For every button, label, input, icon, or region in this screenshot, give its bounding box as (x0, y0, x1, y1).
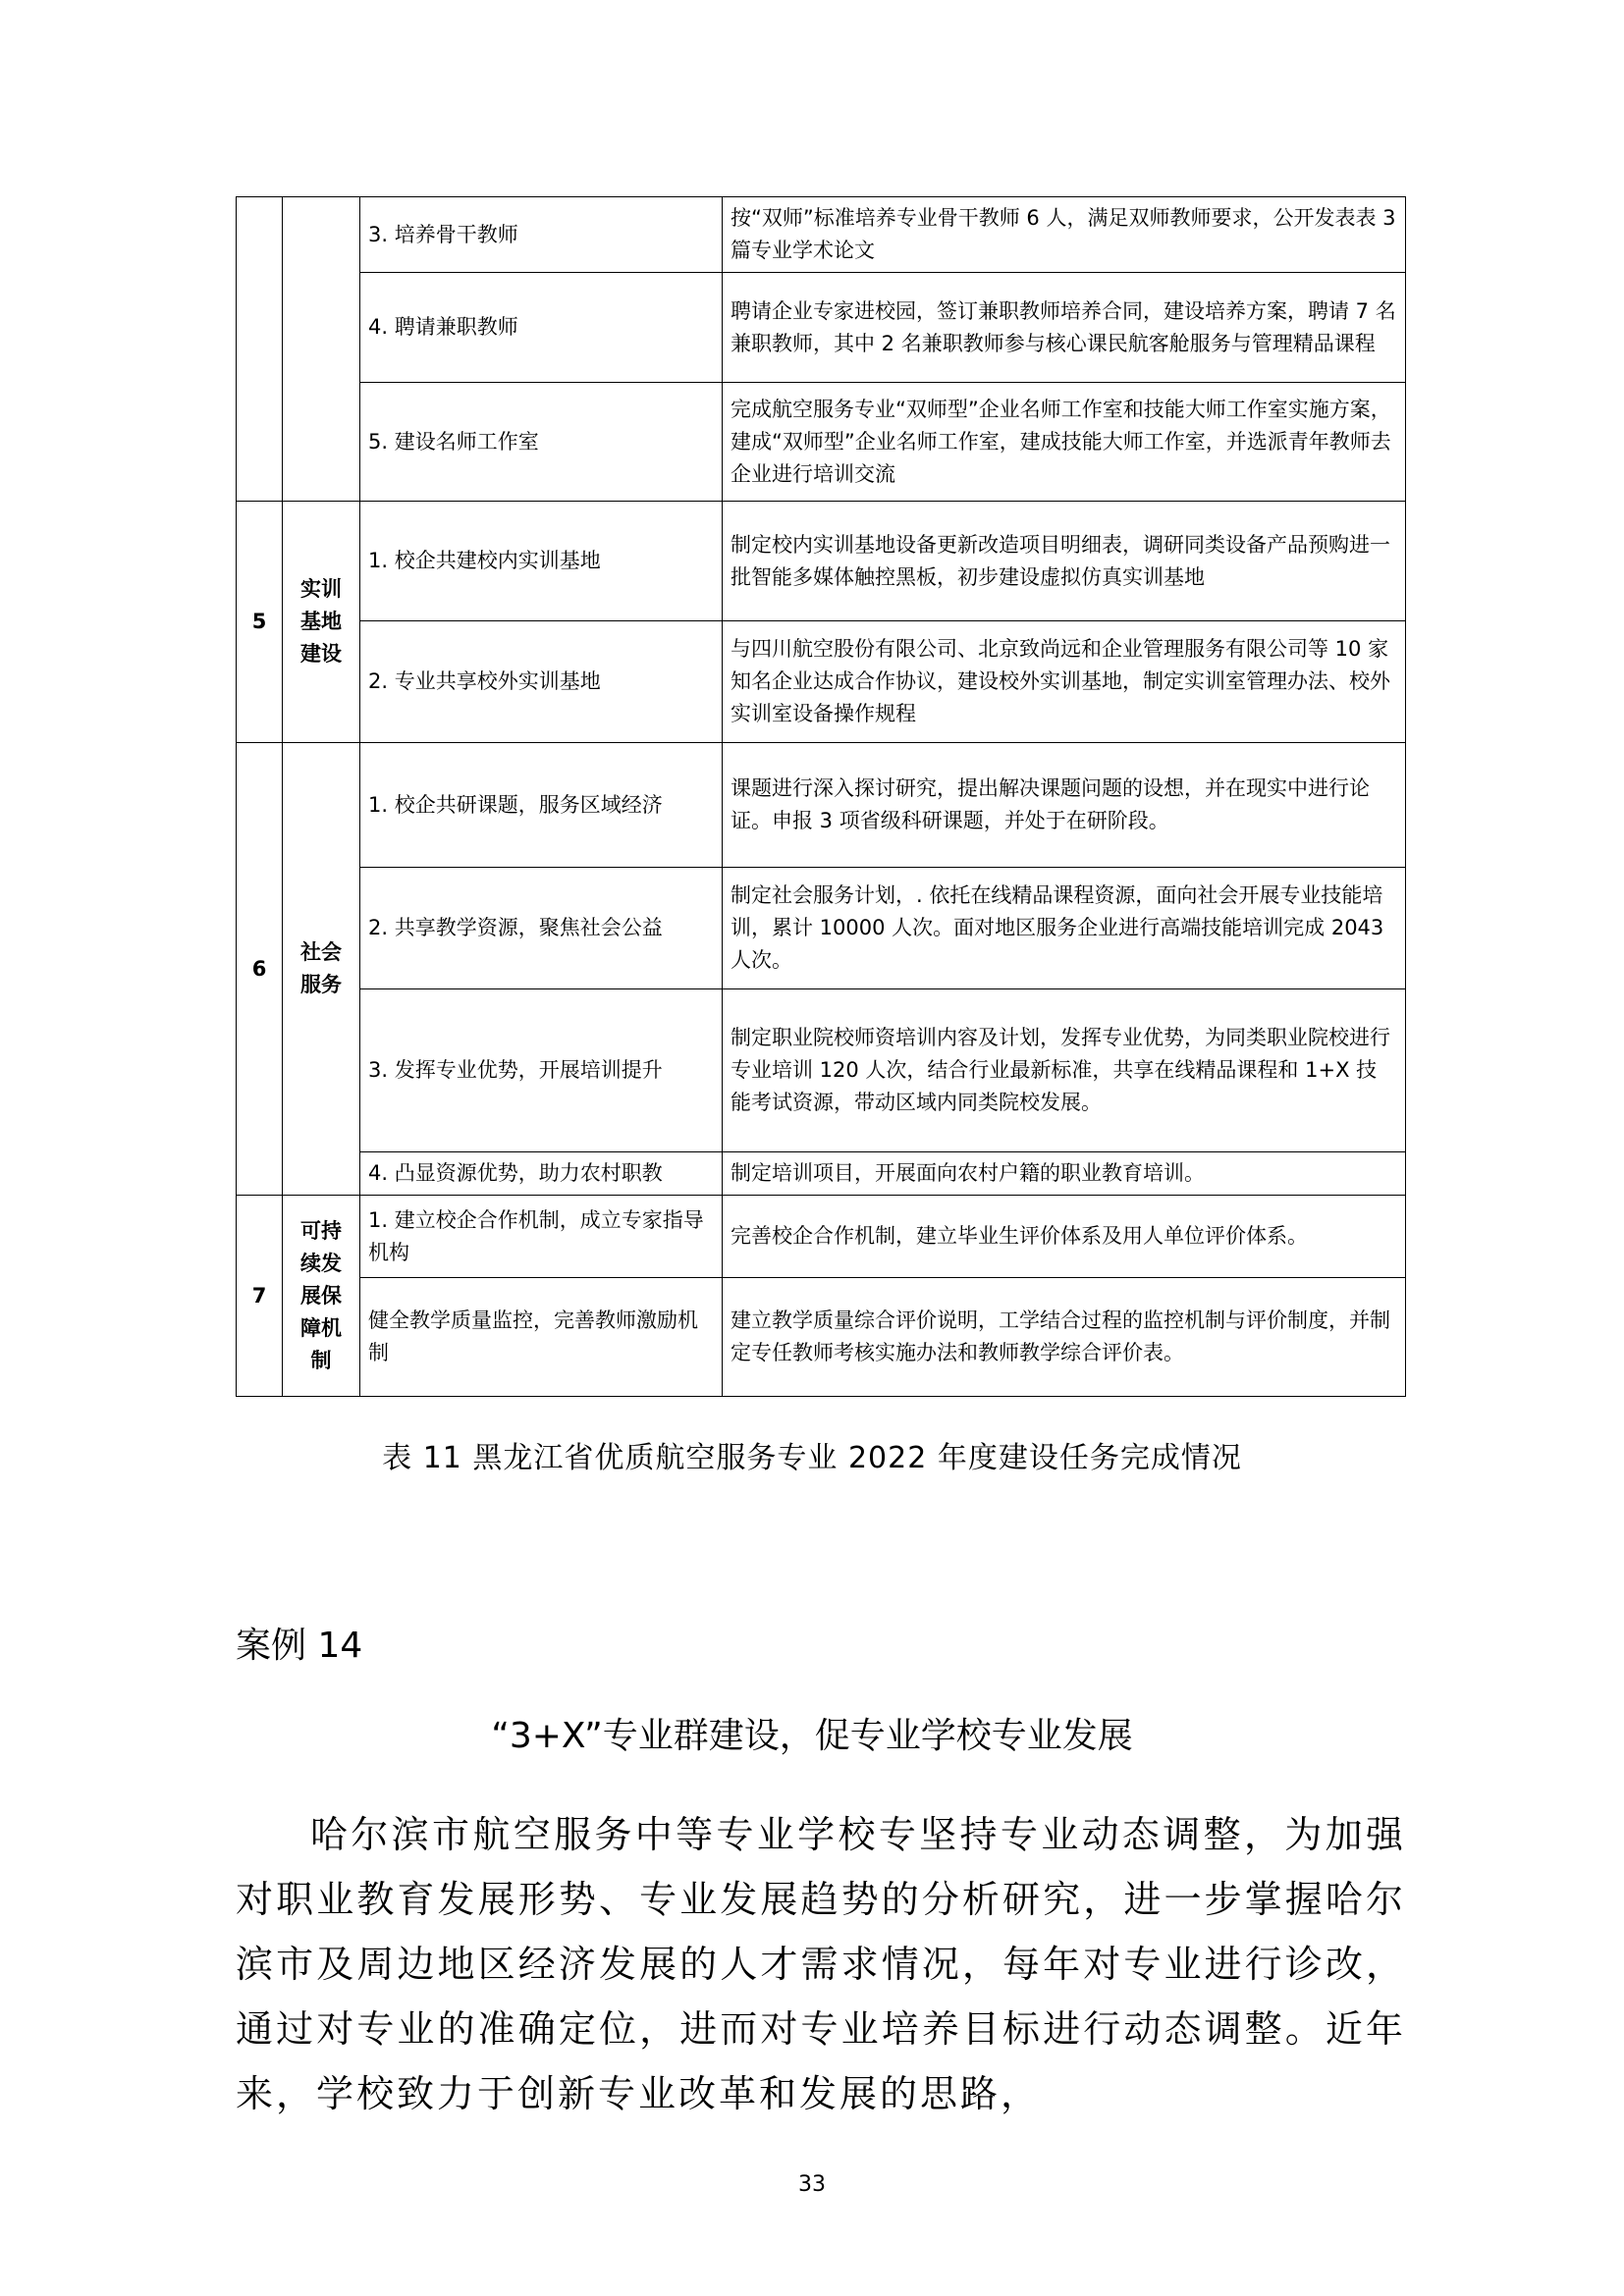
result-cell: 制定社会服务计划，. 依托在线精品课程资源，面向社会开展专业技能培训，累计 10000 人次。面对地区服务企业进行高端技能培训完成 2043 人次。 (723, 868, 1406, 989)
page-number: 33 (798, 2172, 826, 2197)
task-cell: 5. 建设名师工作室 (360, 383, 723, 502)
category-cell: 可持续发展保障机制 (283, 1196, 360, 1397)
table-row (237, 273, 1406, 383)
table-caption: 表 11 黑龙江省优质航空服务专业 2022 年度建设任务完成情况 (382, 1441, 1242, 1475)
row-number-cell: 6 (237, 743, 283, 1196)
table-row (237, 621, 1406, 743)
result-cell: 完成航空服务专业“双师型”企业名师工作室和技能大师工作室实施方案，建成“双师型”企业名师工作室，建成技能大师工作室，并选派青年教师去企业进行培训交流 (723, 383, 1406, 502)
body-paragraph: 哈尔滨市航空服务中等专业学校专坚持专业动态调整，为加强对职业教育发展形势、专业发展趋势的分析研究，进一步掌握哈尔滨市及周边地区经济发展的人才需求情况，每年对专业进行诊改，通过对专业的准确定位，进而对专业培养目标进行动态调整。近年来，学校致力于创新专业改革和发展的思路， (236, 1813, 1406, 2115)
task-cell: 1. 校企共建校内实训基地 (360, 502, 723, 621)
result-cell: 课题进行深入探讨研究，提出解决课题问题的设想，并在现实中进行论证。申报 3 项省级科研课题，并处于在研阶段。 (723, 743, 1406, 868)
task-cell: 3. 培养骨干教师 (360, 197, 723, 273)
category-cell (283, 197, 360, 502)
result-cell: 与四川航空股份有限公司、北京致尚远和企业管理服务有限公司等 10 家知名企业达成合作协议，建设校外实训基地，制定实训室管理办法、校外实训室设备操作规程 (723, 621, 1406, 743)
result-cell: 制定校内实训基地设备更新改造项目明细表，调研同类设备产品预购进一批智能多媒体触控黑板，初步建设虚拟仿真实训基地 (723, 502, 1406, 621)
task-cell: 2. 共享教学资源，聚焦社会公益 (360, 868, 723, 989)
table-row (237, 743, 1406, 868)
table-row (237, 1152, 1406, 1196)
table-row (237, 989, 1406, 1152)
task-cell: 3. 发挥专业优势，开展培训提升 (360, 989, 723, 1152)
table-row (237, 502, 1406, 621)
case-title: “3+X”专业群建设，促专业学校专业发展 (491, 1716, 1133, 1756)
result-cell: 制定职业院校师资培训内容及计划，发挥专业优势，为同类职业院校进行专业培训 120 人次，结合行业最新标准，共享在线精品课程和 1+X 技能考试资源，带动区域内同类院校发展。 (723, 989, 1406, 1152)
task-cell: 4. 聘请兼职教师 (360, 273, 723, 383)
row-number-cell: 5 (237, 502, 283, 743)
task-cell: 4. 凸显资源优势，助力农村职教 (360, 1152, 723, 1196)
result-cell: 建立教学质量综合评价说明，工学结合过程的监控机制与评价制度，并制定专任教师考核实施办法和教师教学综合评价表。 (723, 1278, 1406, 1397)
category-cell: 实训基地建设 (283, 502, 360, 743)
task-cell: 2. 专业共享校外实训基地 (360, 621, 723, 743)
result-cell: 按“双师”标准培养专业骨干教师 6 人，满足双师教师要求，公开发表表 3 篇专业学术论文 (723, 197, 1406, 273)
table-row (237, 1278, 1406, 1397)
task-cell: 健全教学质量监控，完善教师激励机制 (360, 1278, 723, 1397)
table-row (237, 868, 1406, 989)
task-completion-table (236, 196, 1406, 1397)
table-row (237, 197, 1406, 273)
result-cell: 制定培训项目，开展面向农村户籍的职业教育培训。 (723, 1152, 1406, 1196)
category-cell: 社会服务 (283, 743, 360, 1196)
result-cell: 聘请企业专家进校园，签订兼职教师培养合同，建设培养方案，聘请 7 名兼职教师，其中 2 名兼职教师参与核心课民航客舱服务与管理精品课程 (723, 273, 1406, 383)
result-cell: 完善校企合作机制，建立毕业生评价体系及用人单位评价体系。 (723, 1196, 1406, 1278)
table-row (237, 383, 1406, 502)
task-cell: 1. 建立校企合作机制，成立专家指导机构 (360, 1196, 723, 1278)
row-number-cell: 7 (237, 1196, 283, 1397)
table-row (237, 1196, 1406, 1278)
task-cell: 1. 校企共研课题，服务区域经济 (360, 743, 723, 868)
row-number-cell (237, 197, 283, 502)
case-label: 案例 14 (236, 1626, 363, 1666)
